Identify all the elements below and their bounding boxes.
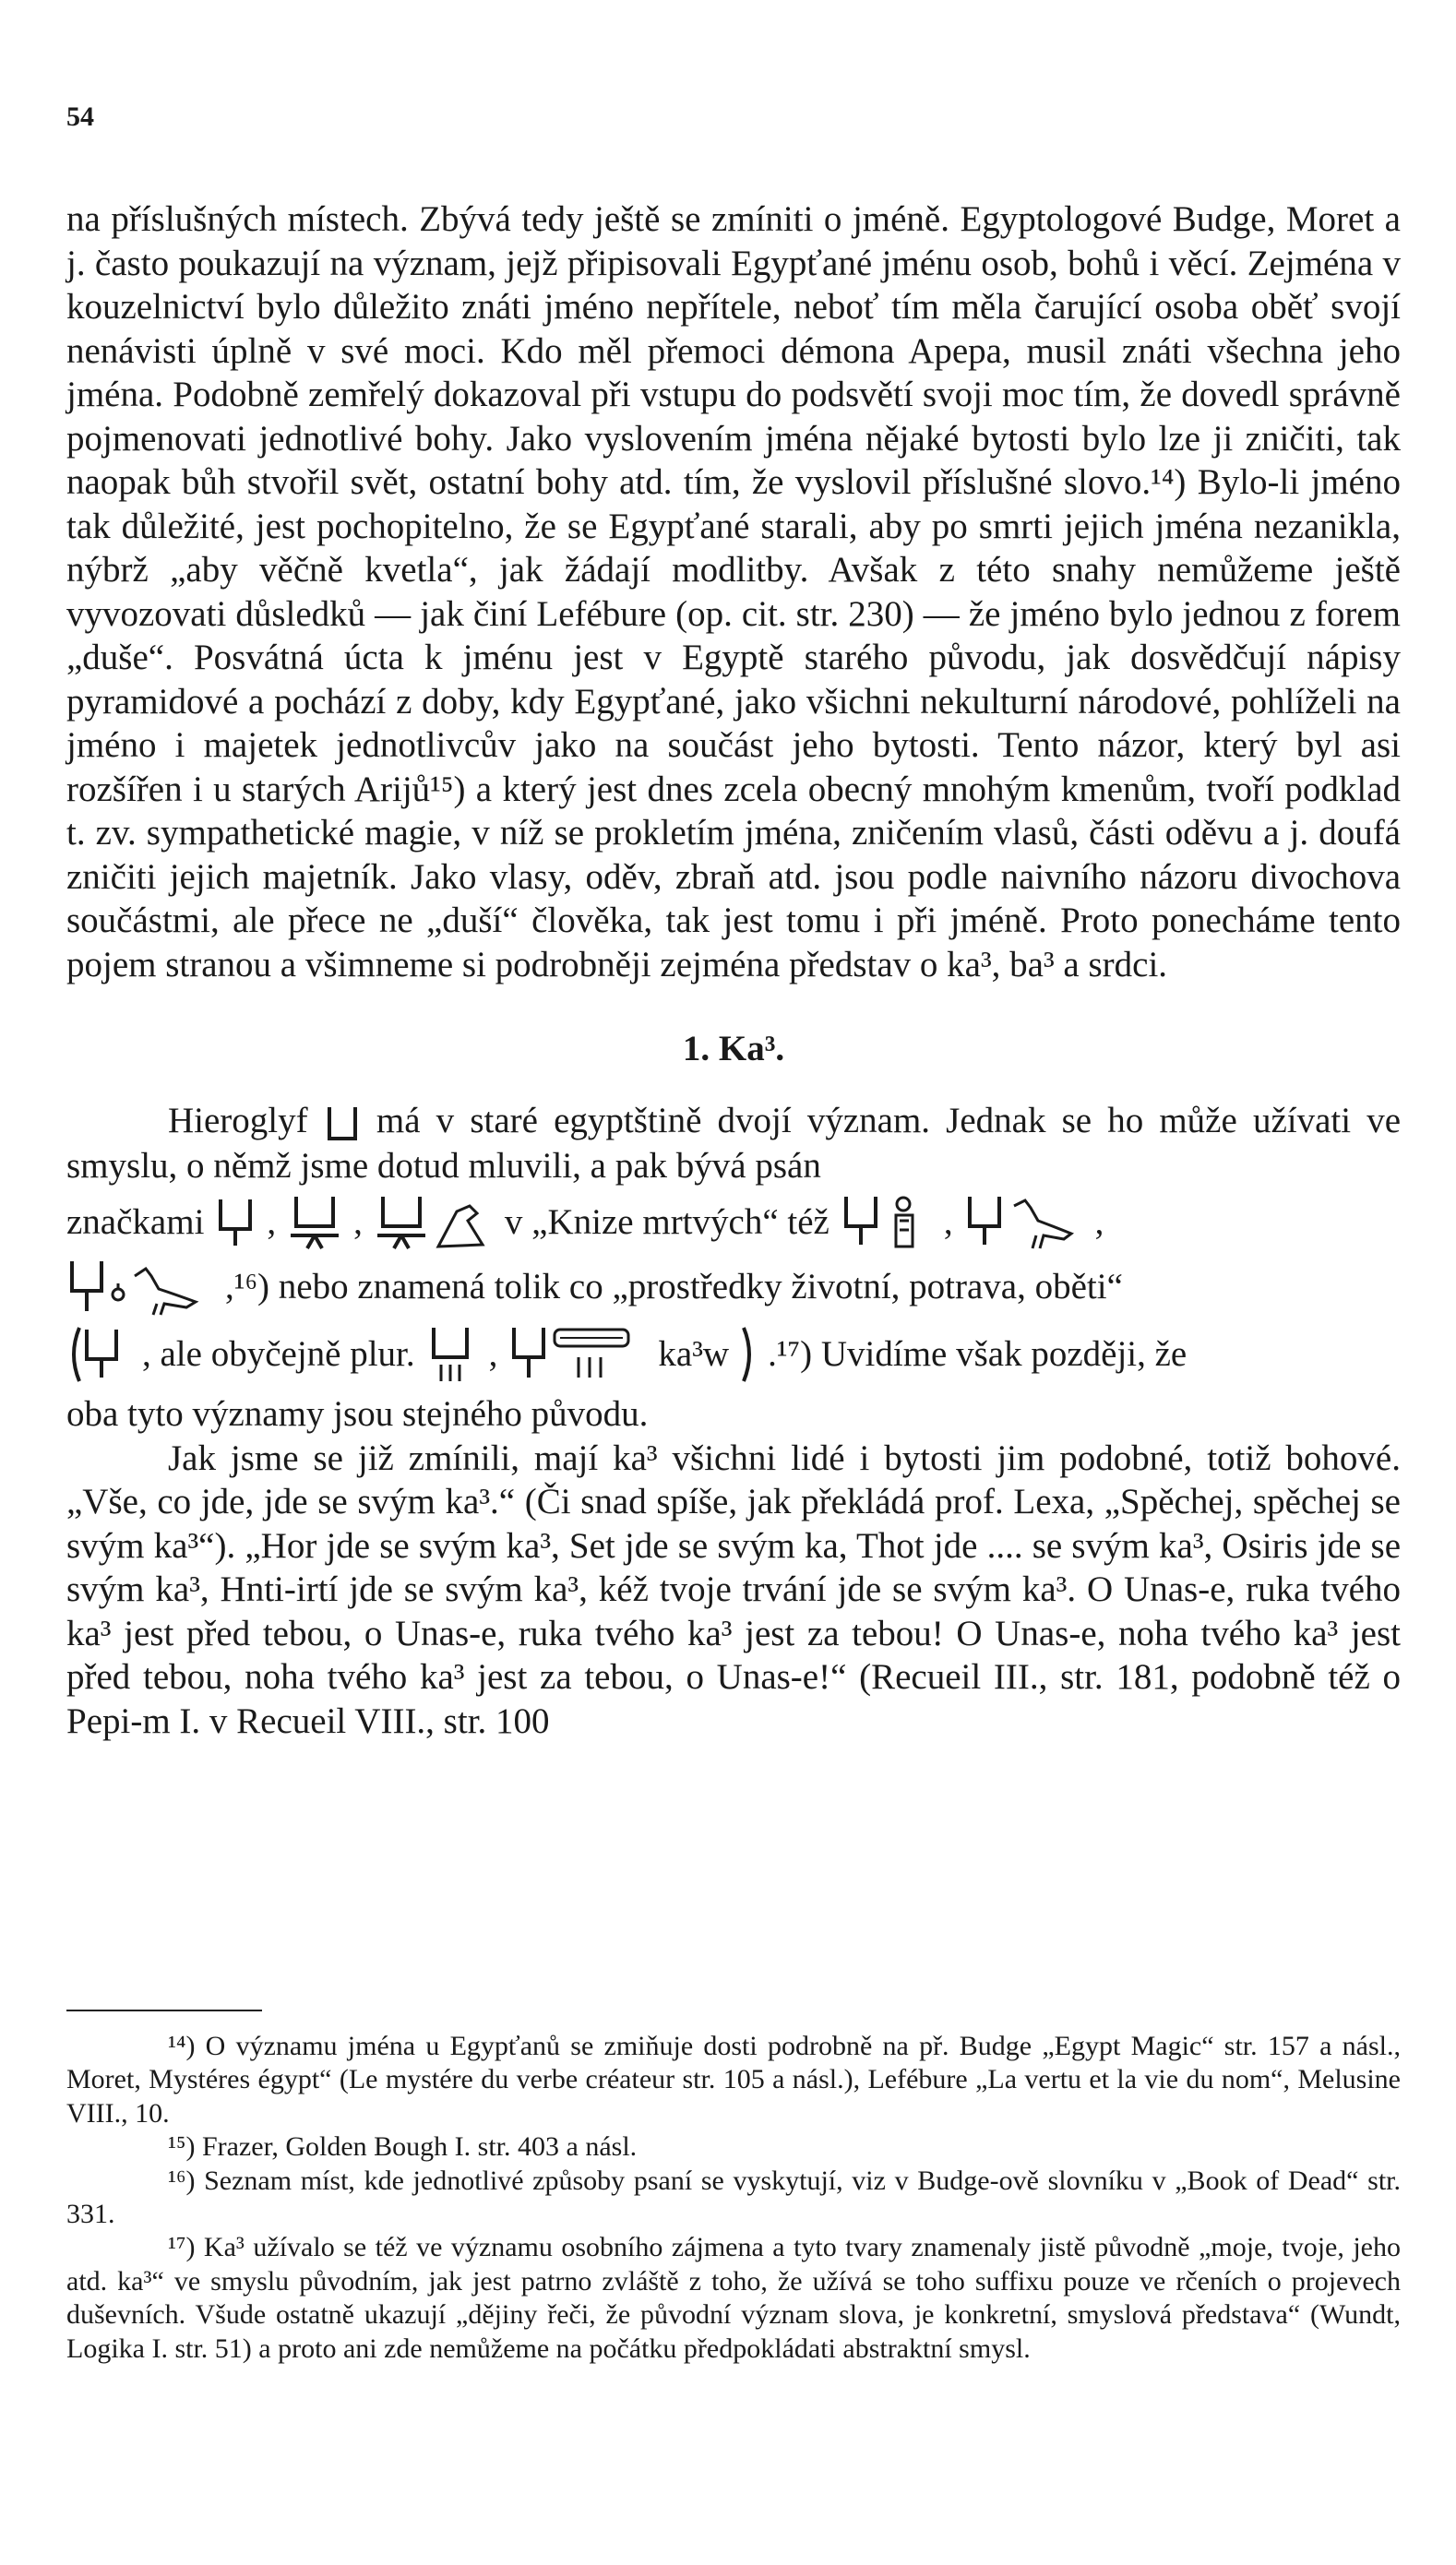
paragraph-meanings-end: oba tyto významy jsou stejného původu.	[66, 1394, 649, 1435]
glyph-line3-text: .¹⁷) Uvidíme však později, že	[768, 1334, 1187, 1375]
paragraph-hieroglyph	[66, 1099, 1401, 1188]
footnote-15: ¹⁵) Frazer, Golden Bough I. str. 403 a násl.	[168, 2131, 638, 2163]
footnote-divider	[66, 2010, 262, 2011]
glyph-line-3: , ale obyčejně plur. , ka³w .¹⁷) Uvidíme však později, že	[66, 1322, 1401, 1387]
glyph-line-2	[66, 1258, 1401, 1317]
glyph-line1-label: značkami	[66, 1202, 205, 1243]
paragraph-ka-of-beings: Jak jsme se již zmínili, mají ka³ všichni lidé i bytosti jim podobné, totiž bohové. „Vše, co jde, jde se svým ka³.“ (Či snad spíše, jak překládá prof. Lexa, „Spěchej, spěchej se svým ka³“). „Hor jde se svým ka³, Set jde se svým ka, Thot jde .... se svým ka³, Osiris jde se svým ka³, Hnti-irtí jde se svým ka³, kéž tvoje trvání jde se svým ka³. O Unas-e, ruka tvého ka³ jest před tebou, o Unas-e, ruka tvého ka³ jest za tebou! O Unas-e, noha tvého ka³ jest před tebou, noha tvého ka³ jest za tebou, o Unas-e!“ (Recueil III., str. 181, podobně též o Pepi-m I. v Recueil VIII., str. 100	[66, 1438, 1401, 1741]
section-heading: 1. Ka³.	[682, 1029, 785, 1068]
glyph-line3-transliteration: ka³w	[658, 1334, 730, 1375]
glyph-line1-text: v „Knize mrtvých“ též	[504, 1202, 829, 1243]
footnote-14: ¹⁴) O významu jména u Egypťanů se zmiňuje dosti podrobně na př. Budge „Egypt Magic“ str. 157 a násl., Moret, Mystéres égypt“ (Le mystére du verbe créateur str. 105 a násl.), Lefébure „La vertu et la vie du nom“, Melusine VIII., 10.	[66, 2031, 1401, 2129]
ka-offering-hieroglyph-icon	[66, 1258, 214, 1317]
ka-figure-hieroglyph-icon	[841, 1193, 933, 1252]
close-paren-icon	[740, 1322, 757, 1387]
paragraph-intro: na příslušných místech. Zbývá tedy ještě se zmíniti o jméně. Egyptologové Budge, Moret a j. často poukazují na význam, jejž připisovali Egypťané jménu osob, bohů i věcí. Zejména v kouzelnictví bylo důležito znáti jméno nepřítele, neboť tím měla čarující osoba oběť svojí nenávisti úplně v své moci. Kdo měl přemoci démona Apepa, musil znáti všechna jeho jména. Podobně zemřelý dokazoval při vstupu do podsvětí svoji moc tím, že dovedl správně pojmenovati jednotlivé bohy. Jako vyslovením jména nějaké bytosti bylo lze ji zničiti, tak naopak bůh stvořil svět, ostatní bohy atd. tím, že vyslovil příslušné slovo.¹⁴) Bylo-li jméno tak důležité, jest pochopitelno, že se Egypťané starali, aby po smrti jejich jména nezanikla, nýbrž „aby věčně kvetla“, jak žádají modlitby. Avšak z této snahy nemůžeme ještě vyvozovati důsledků — jak činí Lefébure (op. cit. str. 230) — že jméno bylo jednou z forem „duše“. Posvátná úcta k jménu jest v Egyptě starého původu, jak dosvědčují nápisy pyramidové a pochází z doby, kdy Egypťané, jako všichni nekulturní národové, pohlíželi na jméno i majetek jednotlivcův jako na součást jeho bytosti. Tento názor, který byl asi rozšířen i u starých Arijů¹⁵) a který jest dnes zcela obecný mnohým kmenům, tvoří podklad t. zv. sympathetické magie, v níž se prokletím jména, zničením vlasů, části oděvu a j. doufá zničiti jejich majetník. Jako vlasy, oděv, zbraň atd. jsou podle naivního názoru divochova součástmi, ale přece ne „duší“ člověka, tak jest tomu i při jméně. Proto ponecháme tento pojem stranou a všimneme si podrobněji zejména představ o ka³, ba³ a srdci.	[66, 199, 1401, 984]
footnote-17: ¹⁷) Ka³ užívalo se též ve významu osobního zájmena a tyto tvary znamenaly jistě původně „moje, tvoje, jeho atd. ka³“ ve smyslu původním, jak jest patrno zvláště z toho, že užívá se toho suffixu pouze ve rčeních o projevech duševních. Všude ostatně ukazují „dějiny řeči, že původní význam slova, je konkretní, smyslová představa“ (Wundt, Logika I. str. 51) a proto ani zde nemůžeme na počátku předpokládati abstraktní smysl.	[66, 2232, 1401, 2364]
ka-plural-hieroglyph-icon	[426, 1324, 478, 1385]
ka-parenthesized-hieroglyph-icon	[66, 1322, 131, 1387]
main-text	[66, 197, 1401, 1743]
document-page	[66, 0, 1401, 2565]
hieroglyph-intro-text: Hieroglyf	[168, 1100, 308, 1140]
glyph-line-1: značkami , , v „Knize mrtvých“ též , ,	[66, 1193, 1401, 1252]
ka-ibis-hieroglyph-icon	[964, 1193, 1084, 1252]
page-number: 54	[66, 101, 94, 132]
glyph-line3-label: , ale obyčejně plur.	[142, 1334, 415, 1375]
ka-hieroglyph-icon	[324, 1104, 361, 1144]
ka-food-hieroglyph-icon	[508, 1324, 647, 1385]
glyph-line2-text: ,¹⁶) nebo znamená tolik co „prostředky životní, potrava, oběti“	[225, 1267, 1123, 1307]
ka-variant-hieroglyph-icon	[287, 1193, 342, 1252]
hieroglyph-meaning-text: má v staré egyptštině dvojí význam. Jednak se ho může užívati ve smyslu, o němž jsme dotud mluvili, a pak bývá psán	[66, 1100, 1402, 1186]
footnotes	[66, 2030, 1401, 2366]
footnote-16: ¹⁶) Seznam míst, kde jednotlivé způsoby psaní se vyskytují, viz v Budge-ově slovníku v „Book of Dead“ str. 331.	[66, 2165, 1401, 2230]
ka-bird-hieroglyph-icon	[374, 1193, 494, 1252]
ka-stroke-hieroglyph-icon	[215, 1196, 256, 1249]
